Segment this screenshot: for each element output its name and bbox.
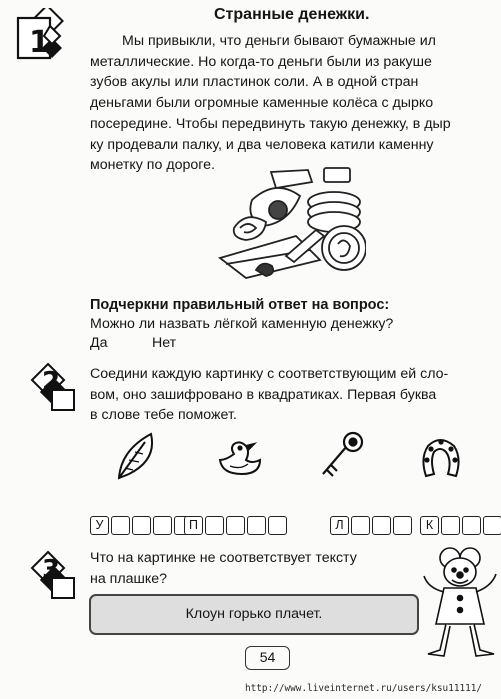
svg-text:2: 2: [42, 367, 61, 397]
empty-cell[interactable]: [393, 516, 412, 535]
story-line: металлические. Но когда-то деньги были из ракуше: [90, 53, 432, 70]
encoded-word-1: [90, 516, 193, 535]
task-number-badge: [12, 8, 76, 64]
letter-cell: П: [184, 516, 203, 535]
empty-cell[interactable]: [132, 516, 151, 535]
task3-line: на плашке?: [90, 570, 168, 587]
question-text: Можно ли назвать лёгкой каменную денежку?: [90, 316, 394, 332]
story-line: деньгами были огромные каменные колёса с дырко: [90, 95, 434, 112]
empty-cell[interactable]: [268, 516, 287, 535]
story-line: посередине. Чтобы передвинуть такую денежку, в дыр: [90, 115, 451, 132]
clown-illustration: [420, 540, 500, 665]
question-heading: Подчеркни правильный ответ на вопрос:: [90, 297, 390, 313]
empty-cell[interactable]: [462, 516, 481, 535]
empty-cell[interactable]: [247, 516, 266, 535]
letter-cell: Л: [330, 516, 349, 535]
empty-cell[interactable]: [483, 516, 501, 535]
story-line: ку продевали палку, и два человека катили каменну: [90, 136, 434, 153]
empty-cell[interactable]: [153, 516, 172, 535]
key-icon[interactable]: [317, 430, 365, 487]
task2-instructions: [90, 364, 448, 426]
empty-cell[interactable]: [205, 516, 224, 535]
story-line: Мы привыкли, что деньги бывают бумажные ил: [122, 33, 436, 49]
story-text: [90, 31, 501, 176]
story-line: монетку по дороге.: [90, 157, 215, 174]
leaf-icon[interactable]: [115, 430, 159, 487]
duck-icon[interactable]: [216, 438, 264, 483]
page-number: 54: [245, 646, 290, 670]
encoded-word-2: [184, 516, 287, 535]
task-number-badge: [30, 548, 86, 602]
empty-cell[interactable]: [226, 516, 245, 535]
task3-line: Что на картинке не соответствует тексту: [90, 550, 357, 566]
story-line: зубов акулы или пластинок соли. А в одной стран: [90, 74, 419, 91]
task-number-badge: [30, 360, 86, 414]
letter-cell: У: [90, 516, 109, 535]
empty-cell[interactable]: [351, 516, 370, 535]
encoded-word-4: [420, 516, 501, 535]
ancient-money-illustration: [216, 166, 366, 291]
answer-yes[interactable]: Да: [90, 335, 108, 351]
horseshoe-icon[interactable]: [418, 434, 464, 483]
empty-cell[interactable]: [111, 516, 130, 535]
letter-cell: К: [420, 516, 439, 535]
task3-question: [90, 548, 357, 589]
svg-text:1: 1: [29, 25, 50, 60]
encoded-word-3: [330, 516, 412, 535]
caption-plate: Клоун горько плачет.: [89, 594, 419, 635]
task2-line: вом, оно зашифровано в квадратиках. Первая буква: [90, 386, 437, 403]
empty-cell[interactable]: [441, 516, 460, 535]
empty-cell[interactable]: [372, 516, 391, 535]
source-url[interactable]: http://www.liveinternet.ru/users/ksu11111/: [245, 683, 483, 694]
story-title: Странные денежки.: [214, 6, 370, 23]
task2-line: в слове тебе поможет.: [90, 407, 237, 423]
answer-no[interactable]: Нет: [152, 335, 177, 351]
task2-line: Соедини каждую картинку с соответствующим ей сло-: [90, 366, 449, 382]
svg-text:3: 3: [42, 555, 61, 585]
